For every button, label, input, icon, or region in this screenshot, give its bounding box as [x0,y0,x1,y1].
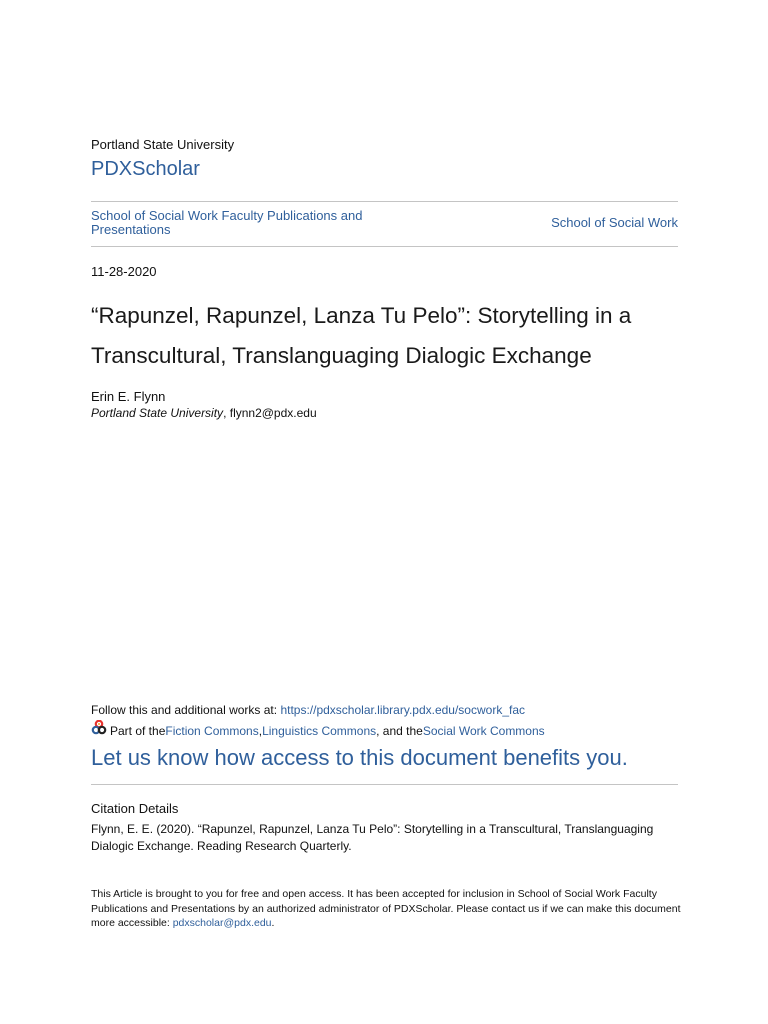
fiction-commons-link[interactable]: Fiction Commons [165,724,259,738]
citation-text: Flynn, E. E. (2020). “Rapunzel, Rapunzel, Lanza Tu Pelo”: Storytelling in a Transcultural, Translanguaging Dialogic Exchange. Reading Research Quarterly. [91,822,654,853]
affiliation-name: Portland State University [91,406,224,420]
department-link[interactable]: School of Social Work [551,215,678,230]
bepress-network-icon [91,720,107,736]
citation-heading: Citation Details [91,801,179,816]
access-statement-end: . [271,917,275,929]
access-statement-text: This Article is brought to you for free and open access. It has been accepted for inclusion in School of Social Work Faculty Publications and Presentations by an authorized administrator of PDXScholar. Please contact us if we can make this document more accessible: [91,888,681,929]
follow-prefix: Follow this and additional works at: [91,703,281,717]
social-work-commons-link[interactable]: Social Work Commons [422,724,545,738]
article-title: “Rapunzel, Rapunzel, Lanza Tu Pelo”: Storytelling in a Transcultural, Translanguaging Dialogic Exchange [91,303,632,368]
author-name: Erin E. Flynn [91,389,166,404]
partof-prefix: Part of the [110,724,166,738]
author-email: , flynn2@pdx.edu [223,406,317,420]
follow-line [91,703,525,717]
repository-link[interactable]: PDXScholar [91,158,200,180]
divider-bottom [91,246,678,247]
author-affiliation [91,406,317,420]
access-statement [91,887,681,931]
divider-citation [91,784,678,785]
publication-date: 11-28-2020 [91,264,157,279]
feedback-link[interactable]: Let us know how access to this document benefits you. [91,745,628,770]
linguistics-commons-link[interactable]: Linguistics Commons [262,724,377,738]
series-link[interactable]: School of Social Work Faculty Publications and Presentations [91,208,363,237]
institution-name: Portland State University [91,137,235,152]
partof-sep-1: , [258,724,263,738]
partof-sep-2: , and the [376,724,423,738]
part-of-line [91,724,545,738]
divider-top [91,201,678,202]
collection-url-link[interactable]: https://pdxscholar.library.pdx.edu/socwork_fac [280,703,526,717]
contact-email-link[interactable]: pdxscholar@pdx.edu [172,917,272,929]
